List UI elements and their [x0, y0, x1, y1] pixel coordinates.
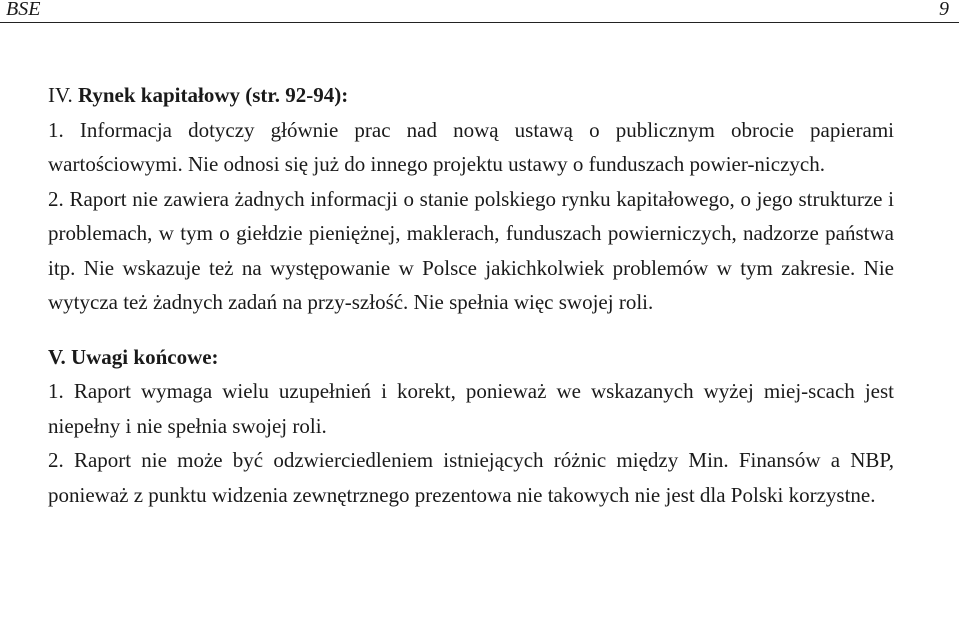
section-iv-item-2: [48, 182, 894, 320]
section-v-item-2: [48, 443, 894, 512]
header-journal-abbrev: BSE: [6, 0, 41, 20]
section-title: Rynek kapitałowy (str. 92-94):: [77, 83, 349, 107]
item-text: Raport nie zawiera żadnych informacji o stanie polskiego rynku kapitałowego, o jego strukturze i problemach, w tym o giełdzie pieniężnej, maklerach, funduszach powierniczych, nadzorze państwa itp. Nie wskazuje też na występowanie w Polsce jakichkolwiek problemów w tym zakresie. Nie wytycza też żadnych zadań na przy-szłość. Nie spełnia więc swojej roli.: [48, 186, 895, 314]
page-number: 9: [939, 0, 949, 20]
item-number: 1.: [48, 379, 64, 403]
item-text: Raport nie może być odzwierciedleniem istniejących różnic między Min. Finansów a NBP, ponieważ z punktu widzenia zewnętrznego prezentowa nie takowych nie jest dla Polski korzystne.: [48, 448, 895, 507]
section-gap: [48, 320, 894, 340]
document-body: [48, 78, 894, 512]
item-text: Informacja dotyczy głównie prac nad nową ustawą o publicznym obrocie papierami wartościowymi. Nie odnosi się już do innego projektu ustawy o funduszach powier-niczych.: [48, 117, 894, 176]
section-iv-item-1: [48, 113, 894, 182]
item-number: 2.: [48, 186, 64, 211]
section-heading-iv: [48, 78, 894, 113]
item-number: 1.: [48, 117, 64, 142]
section-number: V.: [48, 344, 66, 369]
section-v-item-1: [48, 374, 894, 443]
section-heading-v: [48, 340, 894, 375]
section-title: Uwagi końcowe:: [70, 344, 219, 369]
item-text: Raport wymaga wielu uzupełnień i korekt, ponieważ we wskazanych wyżej miej-scach jest niepełny i nie spełnia swojej roli.: [48, 379, 894, 438]
section-number: IV.: [48, 83, 73, 107]
running-header: [0, 0, 959, 23]
item-number: 2.: [48, 448, 64, 472]
